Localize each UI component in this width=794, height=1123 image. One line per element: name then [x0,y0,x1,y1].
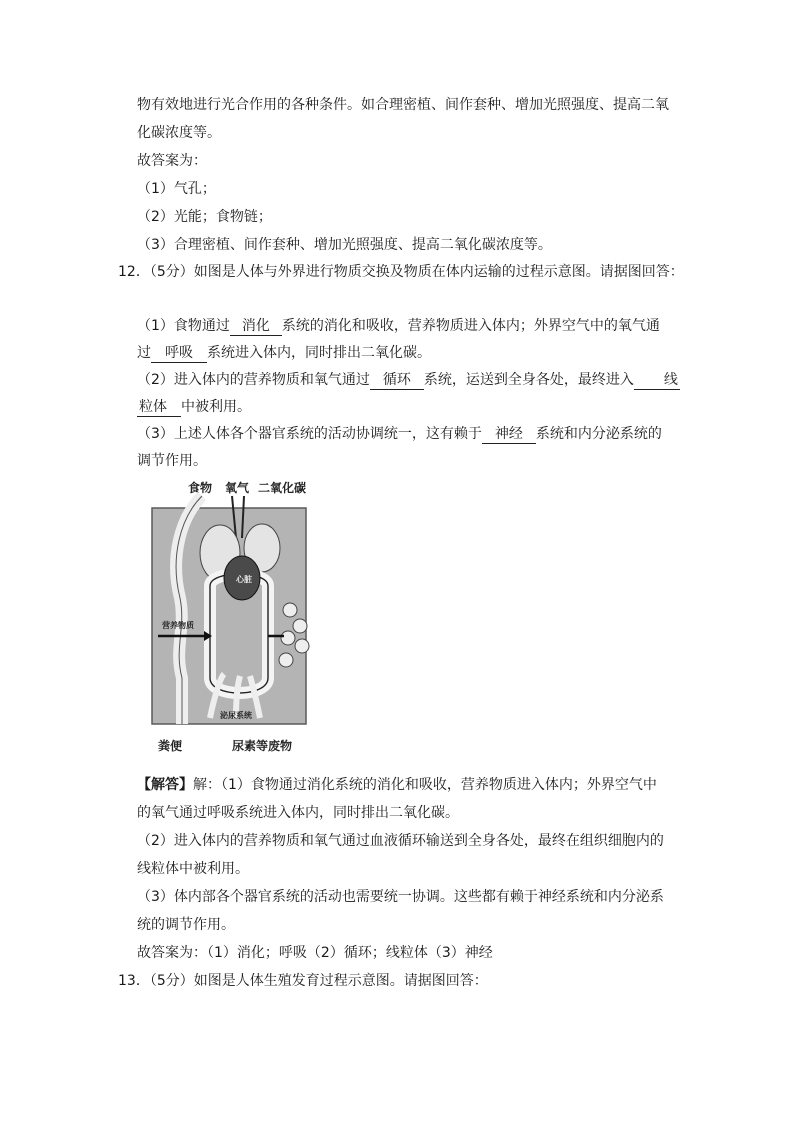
answer-blank-3: 循环 [370,371,424,390]
solution-line-5: （3）体内部各个器官系统的活动也需要统一协调。这些都有赖于神经系统和内分泌系 [137,889,664,905]
solution-text-1a: 解：（1）食物通过消化系统的消化和吸收，营养物质进入体内；外界空气中 [193,777,657,793]
label-food: 食物 [188,481,213,495]
tissue-cell [283,603,297,617]
answer-blank-2: 呼吸 [151,344,207,363]
tissue-cell [295,639,309,653]
q12-p2-text-b: 系统，运送到全身各处，最终进入 [423,372,634,388]
label-waste: 尿素等废物 [232,739,293,753]
answer-blank-4b: 粒体 [137,398,181,417]
answer-blank-1: 消化 [230,317,282,336]
q12-part1-line2 [137,343,431,363]
q11-answer-3: （3）合理密植、间作套种、增加光照强度、提高二氧化碳浓度等。 [137,237,552,253]
q12-p3-text-b: 系统和内分泌系统的 [535,426,662,442]
q13-header: 13．（5分）如图是人体生殖发育过程示意图。请据图回答： [118,973,488,989]
label-heart: 心脏 [236,574,252,584]
label-co2: 二氧化碳 [258,481,307,495]
q11-text-line-1: 物有效地进行光合作用的各种条件。如合理密植、间作套种、增加光照强度、提高二氧 [137,97,669,113]
solution-line-1 [137,775,657,795]
q12-p1-text-b: 系统的消化和吸收，营养物质进入体内；外界空气中的氧气通 [281,318,660,334]
q12-part2-line2 [137,397,251,417]
q12-part1-line1 [137,316,660,336]
solution-line-6: 统的调节作用。 [137,917,235,933]
q11-text-line-2: 化碳浓度等。 [137,125,221,141]
label-nutrients: 营养物质 [162,620,194,630]
q12-p2-text-c: 中被利用。 [181,399,251,415]
tissue-cell [293,619,307,633]
label-urinary: 泌尿系统 [220,710,252,720]
q12-header: 12．（5分）如图是人体与外界进行物质交换及物质在体内运输的过程示意图。请据图回答： [118,264,684,280]
tissue-cell [281,631,295,645]
q12-part2-line1 [137,370,680,390]
q11-answer-1: （1）气孔； [137,181,216,197]
solution-line-3: （2）进入体内的营养物质和氧气通过血液循环输送到全身各处，最终在组织细胞内的 [137,833,664,849]
q12-part3-line1 [137,424,662,444]
tissue-cell [279,653,293,667]
q12-p1-text-d: 系统进入体内，同时排出二氧化碳。 [207,345,431,361]
q12-p2-text-a: （2）进入体内的营养物质和氧气通过 [137,372,370,388]
q12-p1-text-c: 过 [137,345,151,361]
solution-line-4: 线粒体中被利用。 [137,861,249,877]
label-feces: 粪便 [158,739,183,753]
q11-answer-2: （2）光能；食物链； [137,209,272,225]
body-exchange-diagram [140,478,320,760]
q12-p1-text-a: （1）食物通过 [137,318,230,334]
answer-blank-5: 神经 [482,425,536,444]
solution-tag: 【解答】 [137,777,193,793]
q12-p3-text-a: （3）上述人体各个器官系统的活动协调统一，这有赖于 [137,426,482,442]
solution-line-2: 的氧气通过呼吸系统进入体内，同时排出二氧化碳。 [137,805,459,821]
answer-blank-4a: 线 [634,371,680,390]
q11-answer-head: 故答案为： [137,153,207,169]
q12-final-answer: 故答案为：（1）消化；呼吸（2）循环；线粒体（3）神经 [137,945,493,961]
q12-part3-line2: 调节作用。 [137,453,207,469]
label-oxygen: 氧气 [225,481,250,495]
